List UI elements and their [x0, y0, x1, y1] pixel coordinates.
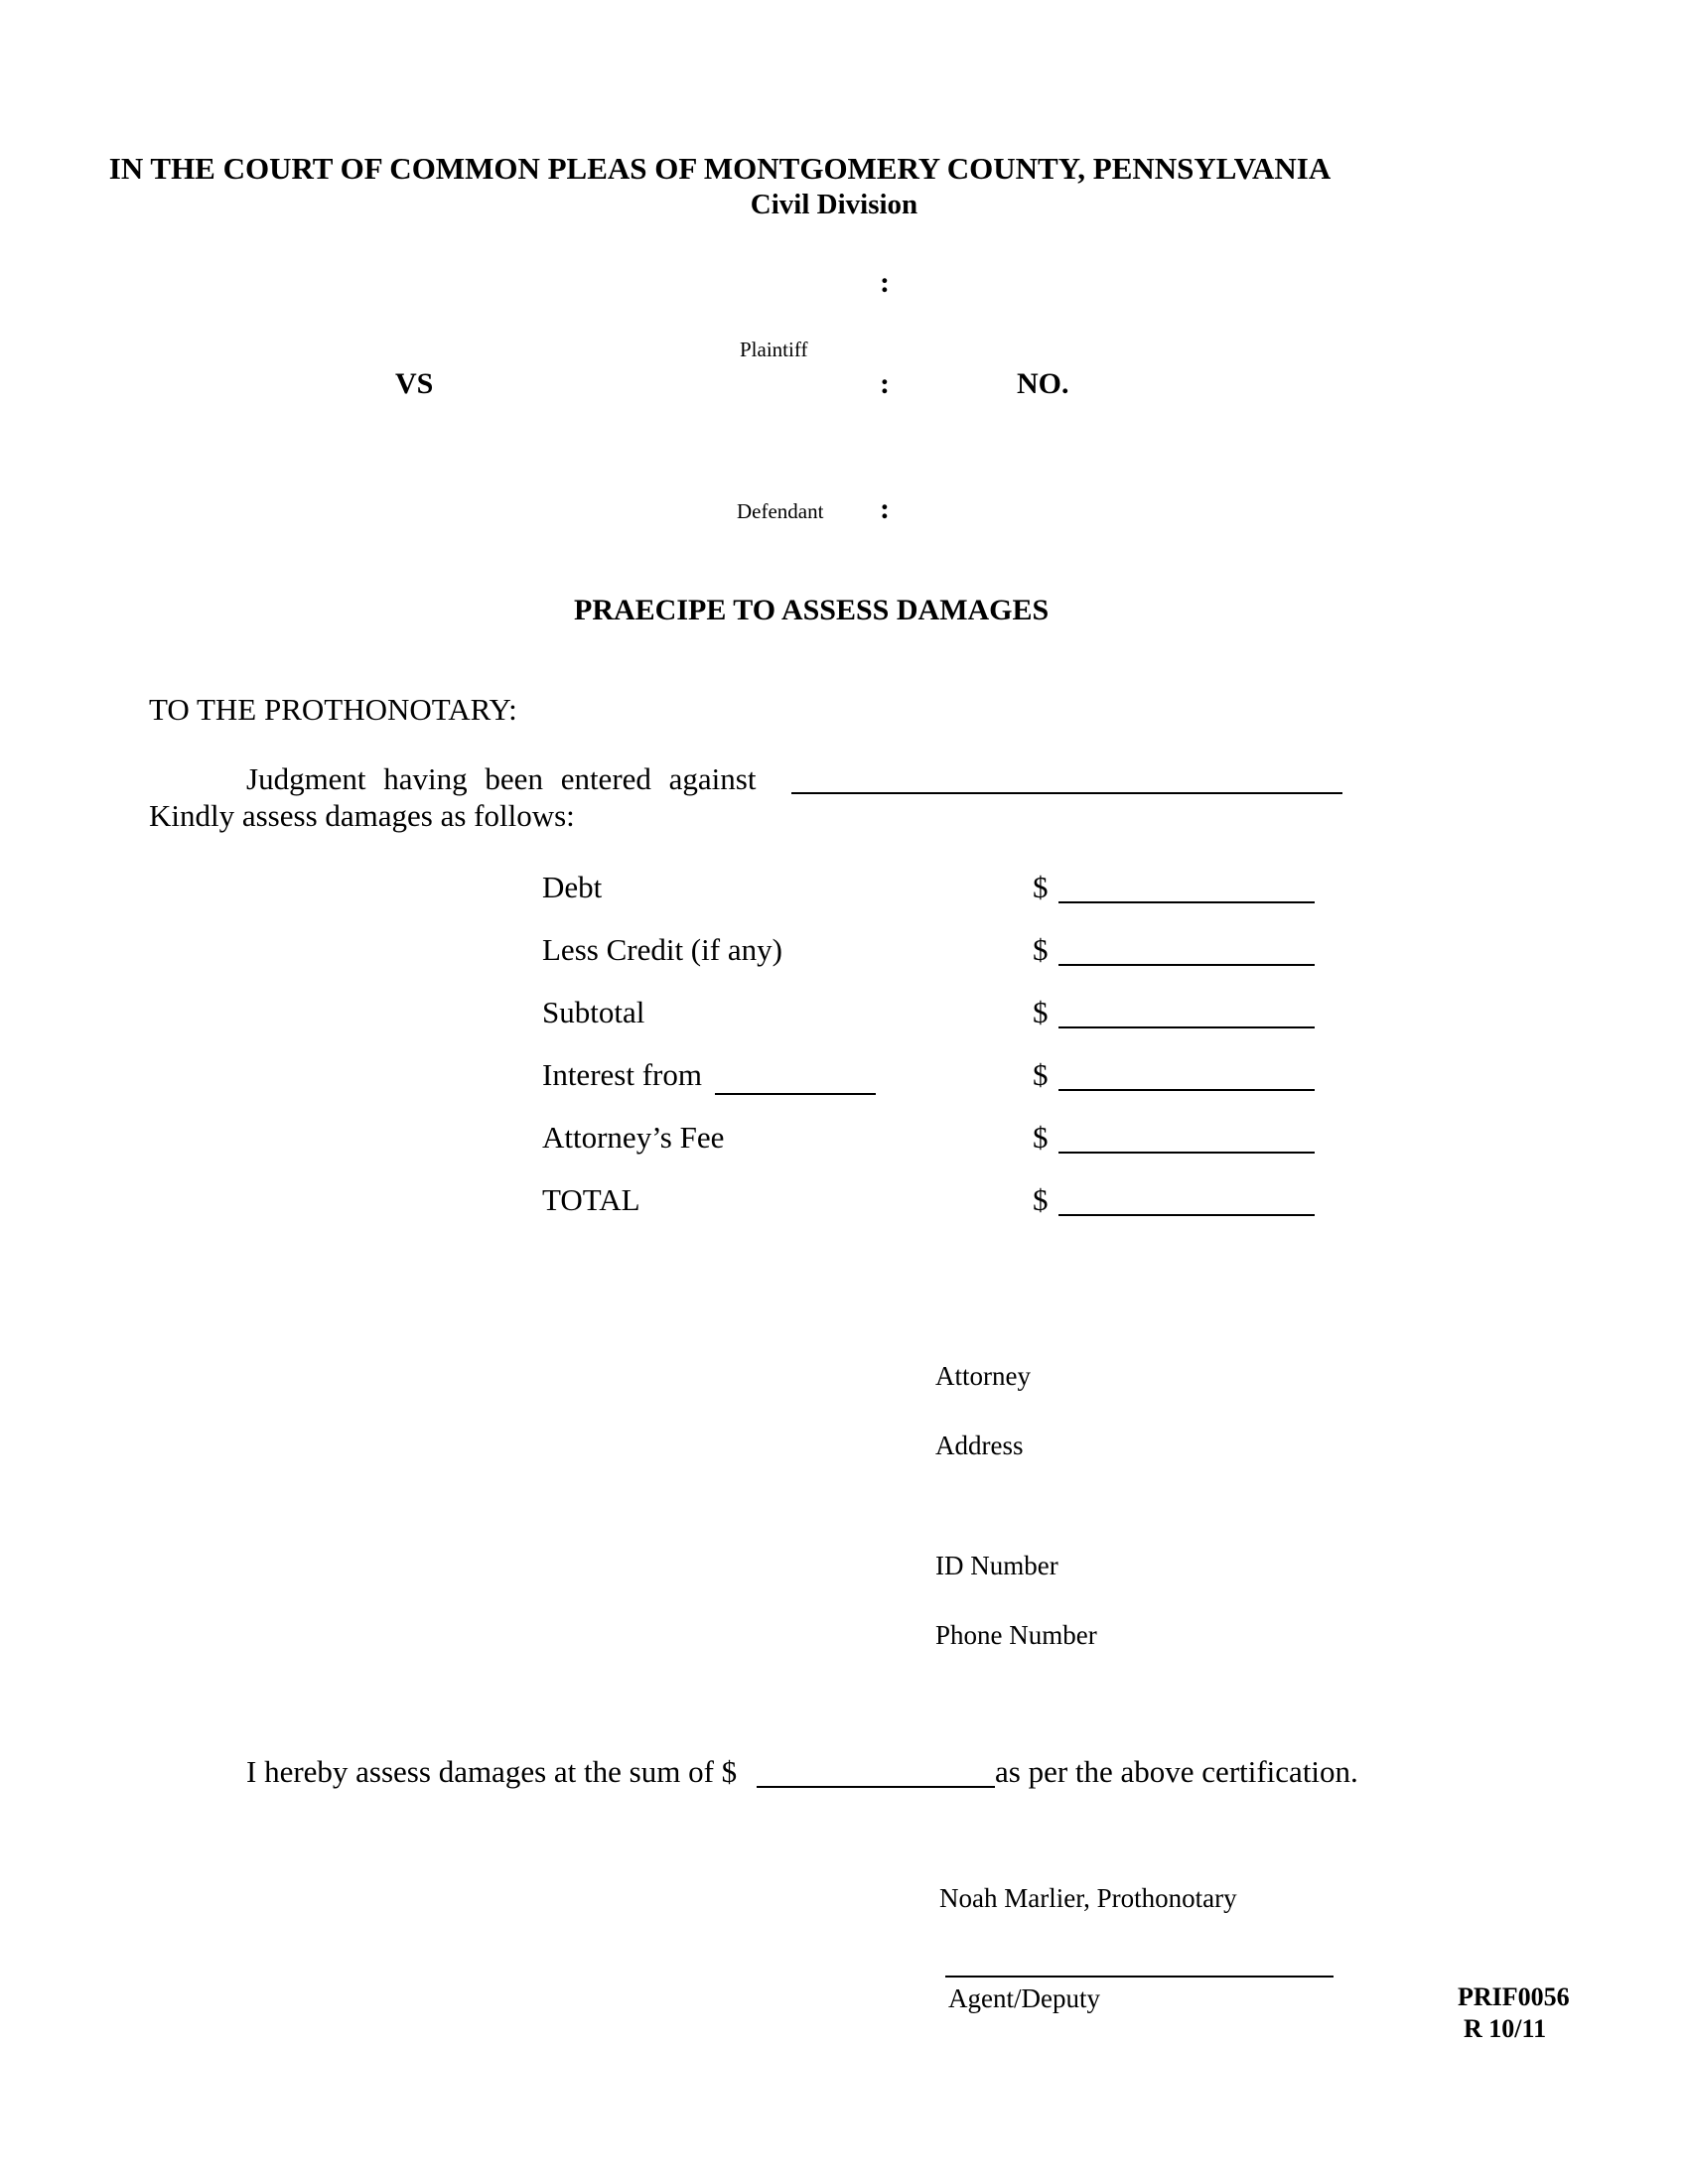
form-code: PRIF0056 — [1458, 1982, 1570, 2011]
agent-signature-line[interactable] — [945, 1976, 1334, 1978]
plaintiff-label: Plaintiff — [740, 338, 808, 361]
judgment-against-field[interactable] — [791, 792, 1342, 794]
damage-label-less-credit: Less Credit (if any) — [542, 932, 782, 967]
dollar-sign: $ — [1033, 995, 1049, 1029]
case-number-label: NO. — [1017, 367, 1069, 400]
id-number-label: ID Number — [935, 1551, 1058, 1580]
damage-label-interest: Interest from — [542, 1057, 702, 1092]
dollar-sign: $ — [1033, 1057, 1049, 1092]
damage-label-debt: Debt — [542, 870, 603, 904]
kindly-assess-text: Kindly assess damages as follows: — [149, 798, 575, 833]
dollar-sign: $ — [1033, 932, 1049, 967]
dollar-sign: $ — [1033, 1120, 1049, 1155]
vs-label: VS — [395, 367, 434, 400]
document-title: PRAECIPE TO ASSESS DAMAGES — [574, 594, 1050, 626]
dollar-sign: $ — [1033, 1182, 1049, 1217]
damage-label-subtotal: Subtotal — [542, 995, 645, 1029]
attorney-fee-amount-field[interactable] — [1058, 1152, 1315, 1154]
court-title: IN THE COURT OF COMMON PLEAS OF MONTGOMERY COUNTY, PENNSYLVANIA — [108, 151, 1332, 186]
caption-colon: : — [880, 367, 890, 400]
caption-colon: : — [880, 492, 890, 525]
assessment-text: I hereby assess damages at the sum of $ — [246, 1754, 738, 1789]
salutation: TO THE PROTHONOTARY: — [149, 692, 517, 727]
attorney-label: Attorney — [935, 1361, 1031, 1391]
interest-amount-field[interactable] — [1058, 1089, 1315, 1091]
caption-colon: : — [880, 266, 890, 299]
prothonotary-name: Noah Marlier, Prothonotary — [939, 1883, 1237, 1913]
subtotal-amount-field[interactable] — [1058, 1026, 1315, 1028]
assessed-sum-field[interactable] — [757, 1786, 995, 1788]
total-amount-field[interactable] — [1058, 1214, 1315, 1216]
damage-label-total: TOTAL — [542, 1182, 640, 1217]
debt-amount-field[interactable] — [1058, 901, 1315, 903]
assessment-tail-text: as per the above certification. — [995, 1754, 1358, 1789]
less-credit-amount-field[interactable] — [1058, 964, 1315, 966]
judgment-text: Judgment having been entered against — [246, 761, 757, 796]
damage-label-attorney-fee: Attorney’s Fee — [542, 1120, 725, 1155]
phone-number-label: Phone Number — [935, 1620, 1097, 1650]
court-division: Civil Division — [750, 189, 918, 220]
address-label: Address — [935, 1431, 1024, 1460]
form-revision: R 10/11 — [1464, 2014, 1547, 2043]
agent-deputy-label: Agent/Deputy — [948, 1983, 1100, 2013]
interest-from-date-field[interactable] — [715, 1093, 876, 1095]
dollar-sign: $ — [1033, 870, 1049, 904]
defendant-label: Defendant — [737, 499, 824, 523]
